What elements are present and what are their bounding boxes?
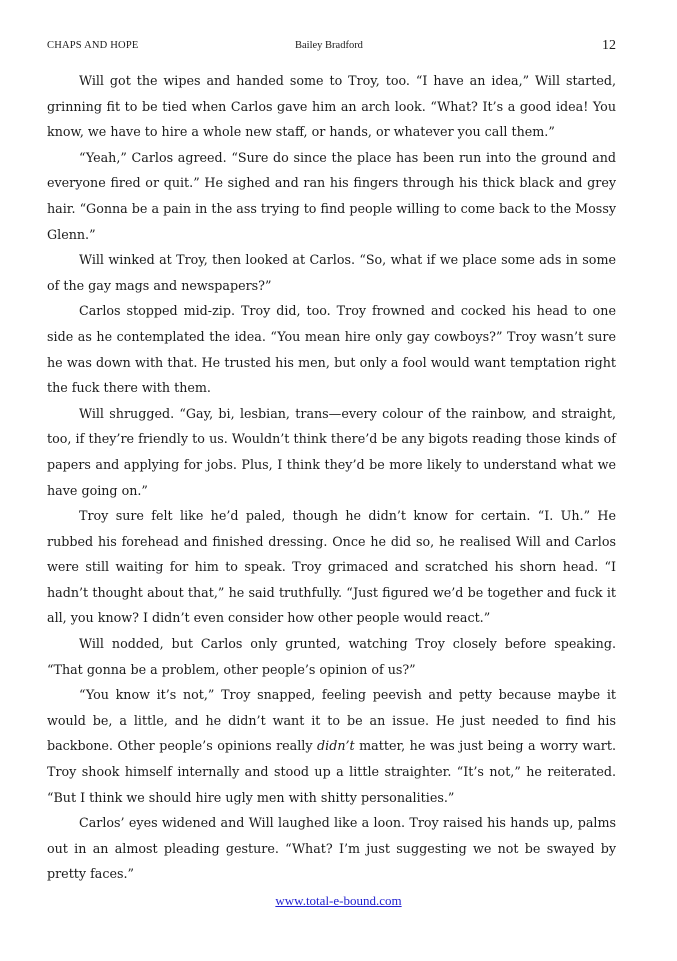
paragraph: Carlos’ eyes widened and Will laughed like a loon. Troy raised his hands up, palms out in an almost pleading gesture. “What? I’m just suggesting we not be swayed by pretty faces.” — [47, 815, 616, 882]
paragraph: Troy sure felt like he’d paled, though he didn’t know for certain. “I. Uh.” He rubbed his forehead and finished dressing. Once he did so, he realised Will and Carlos were still waiting for him to speak. Troy grimaced and scratched his shorn head. “I hadn’t thought about that,” he said truthfully. “Just figured we’d be together and fuck it all, you know? I didn’t even consider how other people would react.” — [47, 508, 616, 626]
paragraph: “Yeah,” Carlos agreed. “Sure do since the place has been run into the ground and everyone fired or quit.” He sighed and ran his fingers through his thick black and grey hair. “Gonna be a pain in the ass trying to find people willing to come back to the Mossy Glenn.” — [47, 149, 616, 242]
paragraph: Will nodded, but Carlos only grunted, watching Troy closely before speaking. “That gonna be a problem, other people’s opinion of us?” — [47, 636, 616, 677]
paragraph: Will winked at Troy, then looked at Carlos. “So, what if we place some ads in some of the gay mags and newspapers?” — [47, 252, 616, 293]
emphasis: didn’t — [317, 738, 355, 754]
paragraph: Will shrugged. “Gay, bi, lesbian, trans—every colour of the rainbow, and straight, too, if they’re friendly to us. Wouldn’t think there’d be any bigots reading those kinds of papers and applying for jobs. Plus, I think they’d be more likely to understand what we have going on.” — [47, 405, 616, 498]
author-name: Bailey Bradford — [295, 40, 363, 51]
paragraph: Will got the wipes and handed some to Troy, too. “I have an idea,” Will started, grinning fit to be tied when Carlos gave him an arch look. “What? It’s a good idea! You know, we have to hire a whole new staff, or hands, or whatever you call them.” — [47, 73, 616, 140]
publisher-link[interactable]: www.total-e-bound.com — [275, 893, 402, 908]
paragraph: Carlos stopped mid-zip. Troy did, too. Troy frowned and cocked his head to one side as he contemplated the idea. “You mean hire only gay cowboys?” Troy wasn’t sure he was down with that. He trusted his men, but only a fool would want temptation right the fuck there with them. — [47, 303, 616, 396]
paragraph: “You know it’s not,” Troy snapped, feeling peevish and petty because maybe it would be, a little, and he didn’t want it to be an issue. He just needed to find his backbone. Other people’s opinions really didn’t matter, he was just being a worry wart. Troy shook himself internally and stood up a little straighter. “It’s not,” he reiterated. “But I think we should hire ugly men with shitty personalities.” — [47, 687, 616, 805]
page-footer — [0, 890, 677, 909]
page-header — [47, 38, 616, 54]
page-number: 12 — [602, 38, 616, 53]
body-text — [47, 68, 616, 887]
book-title: CHAPS AND HOPE — [47, 40, 139, 51]
